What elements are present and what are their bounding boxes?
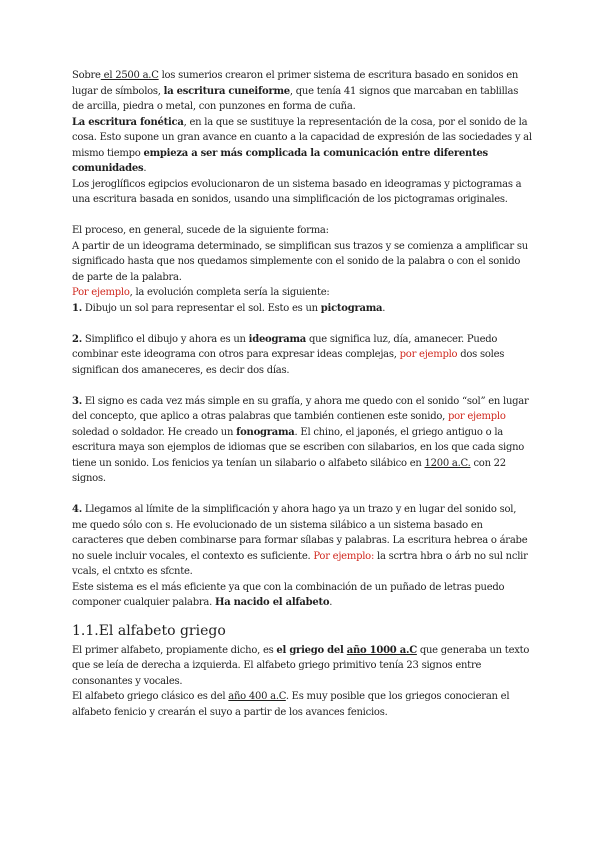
step-number: 2. (72, 333, 82, 345)
step-2 (72, 332, 532, 379)
text: Simplifico el dibujo y ahora es un (81, 333, 249, 345)
term-cuneiform: la escritura cuneiforme (163, 85, 290, 97)
text: . Es muy posible que los griegos conocieran el alfabeto fenicio y crearán el suyo a partir de los avances fenicios. (72, 691, 510, 718)
term-ideograma: ideograma (248, 333, 307, 345)
step-number: 4. (72, 504, 82, 515)
text: la scrtra hbra o árb no sul nclir vcals, el cntxto es sfcnte. (72, 550, 528, 577)
text: Dibujo un sol para representar el sol. Esto es un (81, 302, 321, 314)
date-1000: año 1000 a.C (346, 644, 417, 656)
text: Este sistema es el más eficiente ya que con la combinación de un puñado de letras puedo componer cualquier palabra. (72, 581, 505, 608)
term-fonograma: fonograma (236, 426, 295, 438)
text: El signo es cada vez más simple en su grafía, y ahora me quedo con el sonido “sol” en lugar del concepto, que aplico a otras palabras que también contienen este sonido, (72, 395, 529, 422)
red-example: por ejemplo (399, 349, 458, 360)
text: . (382, 302, 386, 314)
text: los sumerios crearon el primer sistema de escritura basado en sonidos en lugar de símbolos, (72, 70, 519, 97)
text: Sobre (72, 70, 101, 81)
step-number: 3. (72, 395, 82, 407)
paragraph-alphabet-born (72, 580, 532, 611)
emphasis-greek: el griego del (276, 644, 347, 656)
text: Llegamos al límite de la simplificación y ahora hago ya un trazo y en lugar del sonido sol, me quedo sólo con s. He evolucionado de un sistema silábico a un sistema basado en caracteres que deben combinarse para formar sílabas y palabras. La escritura hebrea o árabe no suele incluir vocales, el contexto es suficiente. (72, 504, 528, 562)
paragraph-greek-first (72, 643, 532, 690)
paragraph-hieroglyphs: Los jeroglíficos egipcios evolucionaron de un sistema basado en ideogramas y pictogramas a una escritura basada en sonidos, usando una simplificación de los pictogramas originales. (72, 178, 522, 205)
text: , que tenía 41 signos que marcaban en tablillas de arcilla, piedra o metal, con punzones en forma de cuña. (72, 85, 519, 112)
spacer (72, 487, 532, 503)
step-4 (72, 502, 532, 580)
term-pictograma: pictograma (320, 302, 383, 314)
text: . (143, 163, 147, 174)
red-example: por ejemplo (447, 411, 506, 422)
text: , la evolución completa sería la siguiente: (129, 287, 330, 298)
text: con 22 signos. (72, 457, 506, 484)
spacer (72, 208, 532, 224)
date-1200: 1200 a.C. (424, 457, 471, 469)
date-400: año 400 a.C (228, 691, 286, 702)
step-number: 1. (72, 302, 82, 314)
paragraph-phonetic (72, 115, 532, 177)
step-3 (72, 394, 532, 487)
step-1 (72, 301, 532, 317)
text: El primer alfabeto, propiamente dicho, es (72, 644, 277, 656)
paragraph-example-intro (72, 285, 532, 301)
text: que generaba un texto que se leía de derecha a izquierda. El alfabeto griego primitivo tenía 23 signos entre consonantes y vocales. (72, 644, 530, 687)
emphasis-alphabet: Ha nacido el alfabeto (215, 597, 330, 608)
text: soledad o soldador. He creado un (72, 426, 237, 438)
text: El alfabeto griego clásico es del (72, 691, 229, 702)
paragraph-cuneiform (72, 68, 532, 115)
red-example: Por ejemplo: (313, 550, 375, 562)
spacer (72, 378, 532, 394)
paragraph-greek-classic (72, 689, 532, 720)
text: que significa luz, día, amanecer. Puedo combinar este ideograma con otros para expresar ideas complejas, (72, 333, 498, 360)
text: dos soles significan dos amaneceres, es decir dos días. (72, 349, 505, 376)
spacer (72, 316, 532, 332)
text: . El chino, el japonés, el griego antiguo o la escritura maya son ejemplos de idiomas que se escriben con silabarios, en los que cada signo tiene un sonido. Los fenicios ya tenían un silabario o alfabeto silábico en (72, 426, 525, 469)
emphasis-communication: empieza a ser más complicada la comunicación entre diferentes comunidades (72, 147, 488, 174)
date-2500: el 2500 a.C (100, 70, 159, 81)
term-phonetic: La escritura fonética (72, 116, 184, 128)
section-heading: 1.1.El alfabeto griego (72, 622, 226, 639)
text: . (329, 597, 333, 608)
document-body (72, 68, 532, 720)
paragraph-process-intro: El proceso, en general, sucede de la siguiente forma: (72, 225, 329, 236)
paragraph-process-desc: A partir de un ideograma determinado, se simplifican sus trazos y se comienza a amplificar su significado hasta que nos quedamos simplemente con el sonido de la palabra o con el sonido de parte de la palabra. (72, 240, 528, 283)
text: , en la que se sustituye la representación de la cosa, por el sonido de la cosa. Esto supone un gran avance en cuanto a la capacidad de expresión de las sociedades y al mismo tiempo (72, 116, 532, 159)
red-example: Por ejemplo (72, 287, 130, 298)
